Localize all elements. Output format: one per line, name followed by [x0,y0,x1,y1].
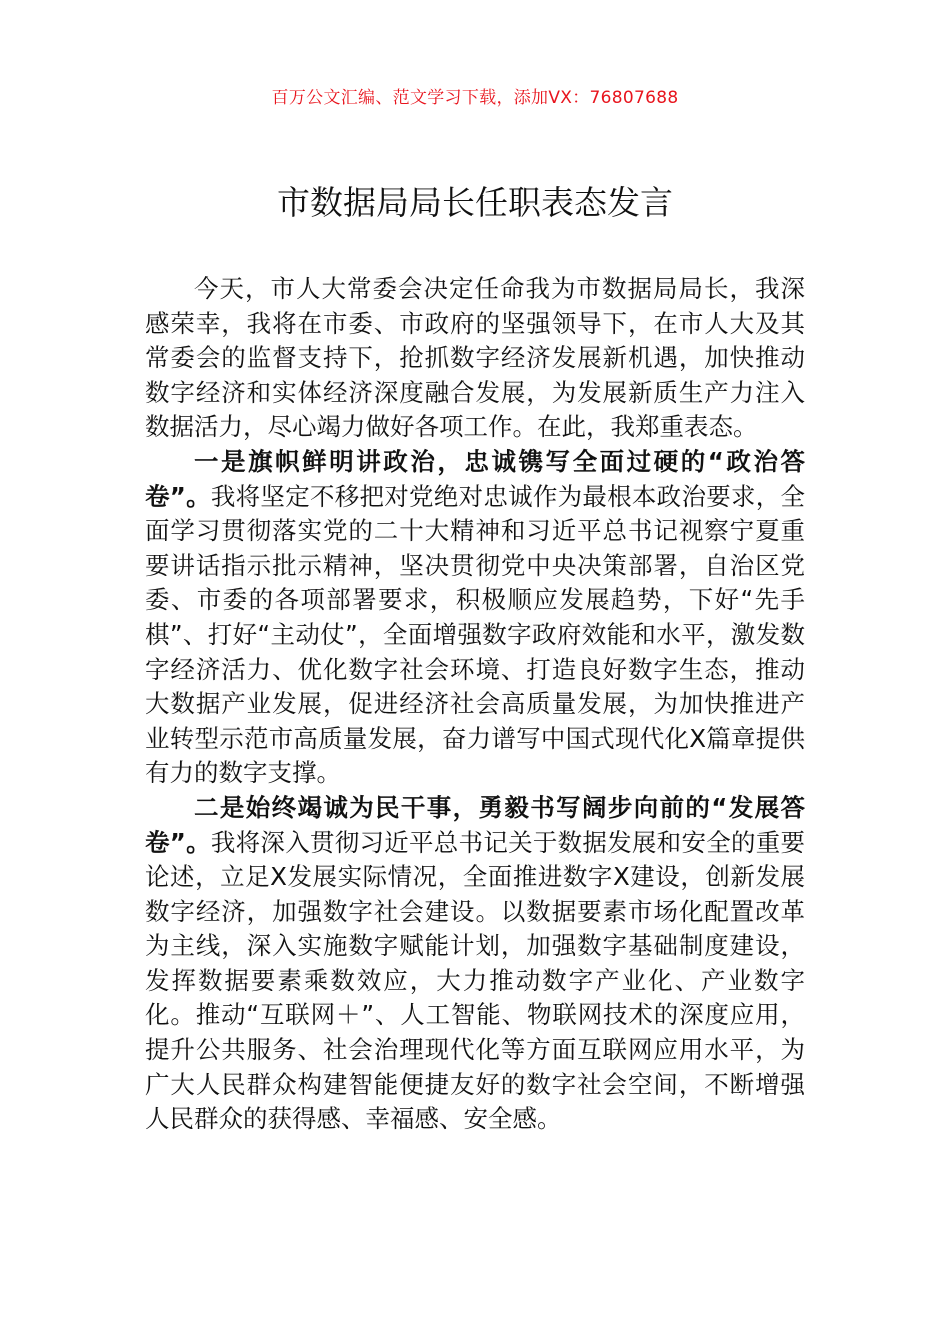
section-lead-2: 二是始终竭诚为民干事，勇毅书写阔步向前的“发展答卷”。 [145,792,805,857]
section-lead-1: 一是旗帜鲜明讲政治，忠诚镌写全面过硬的“政治答卷”。 [145,446,805,511]
document-title: 市数据局局长任职表态发言 [277,183,673,222]
document-body [145,272,805,1137]
section-text-1: 我将坚定不移把对党绝对忠诚作为最根本政治要求，全面学习贯彻落实党的二十大精神和习近平总书记视察宁夏重要讲话指示批示精神，坚决贯彻党中央决策部署，自治区党委、市委的各项部署要求，积极顺应发展趋势，下好“先手棋”、打好“主动仗”，全面增强数字政府效能和水平，激发数字经济活力、优化数字社会环境、打造良好数字生态，推动大数据产业发展，促进经济社会高质量发展，为加快推进产业转型示范市高质量发展，奋力谱写中国式现代化X篇章提供有力的数字支撑。 [145,481,805,788]
intro-paragraph: 今天，市人大常委会决定任命我为市数据局局长，我深感荣幸，我将在市委、市政府的坚强领导下，在市人大及其常委会的监督支持下，抢抓数字经济发展新机遇，加快推动数字经济和实体经济深度融合发展，为发展新质生产力注入数据活力，尽心竭力做好各项工作。在此，我郑重表态。 [145,274,805,442]
section-paragraph-2 [145,791,805,1137]
section-paragraph-1 [145,445,805,791]
header-watermark-note: 百万公文汇编、范文学习下载，添加VX：76807688 [271,88,679,108]
section-text-2: 我将深入贯彻习近平总书记关于数据发展和安全的重要论述，立足X发展实际情况，全面推进数字X建设，创新发展数字经济，加强数字社会建设。以数据要素市场化配置改革为主线，深入实施数字赋能计划，加强数字基础制度建设，发挥数据要素乘数效应，大力推动数字产业化、产业数字化。推动“互联网＋”、人工智能、物联网技术的深度应用，提升公共服务、社会治理现代化等方面互联网应用水平，为广大人民群众构建智能便捷友好的数字社会空间，不断增强人民群众的获得感、幸福感、安全感。 [145,827,805,1134]
